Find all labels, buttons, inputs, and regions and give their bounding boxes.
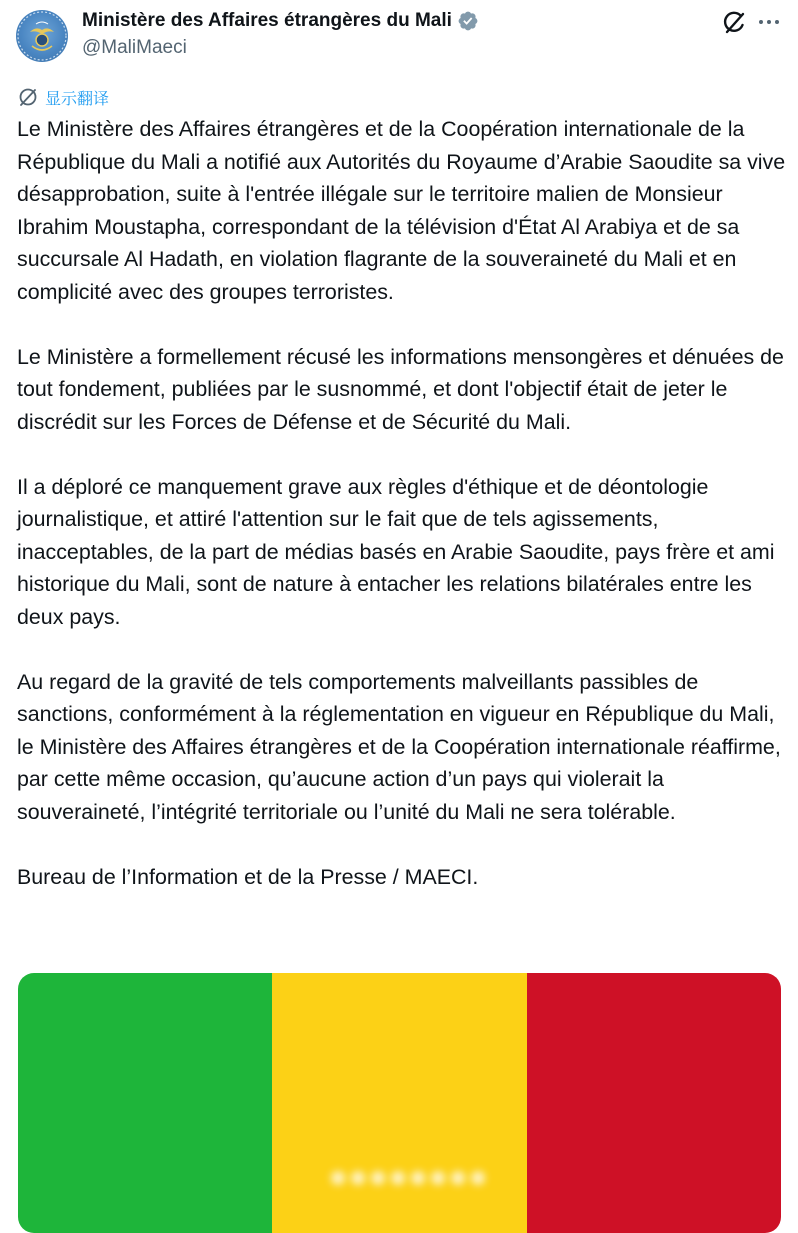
flag-stripe-green <box>18 973 272 1233</box>
blurred-watermark <box>323 1163 493 1193</box>
translate-label[interactable]: 显示翻译 <box>45 90 110 108</box>
name-row <box>82 8 479 34</box>
tweet-paragraph: Le Ministère des Affaires étrangères et de la Coopération internationale de la République du Mali a notifié aux Autorités du Royaume d’Arabie Saoudite sa vive désapprobation, suite à l'entrée illégale sur le territoire malien de Monsieur Ibrahim Moustapha, correspondant de la télévision d'État Al Arabiya et de sa succursale Al Hadath, en violation flagrante de la souveraineté du Mali et en complicité avec des groupes terroristes. <box>17 117 786 304</box>
tweet-header <box>0 0 798 80</box>
translate-globe-icon <box>17 86 39 108</box>
avatar[interactable] <box>16 10 68 62</box>
grok-icon[interactable] <box>719 8 749 38</box>
flag-stripe-yellow <box>272 973 526 1233</box>
tweet-paragraph: Au regard de la gravité de tels comportements malveillants passibles de sanctions, conformément à la réglementation en vigueur en République du Mali, le Ministère des Affaires étrangères et de la Coopération internationale réaffirme, par cette même occasion, qu’aucune action d’un pays qui violerait la souveraineté, l’intégrité territoriale ou l’unité du Mali ne sera tolérable. <box>17 669 781 824</box>
more-options-icon[interactable] <box>755 8 783 36</box>
flag-stripe-red <box>527 973 781 1233</box>
tweet-media-image[interactable] <box>18 973 781 1233</box>
tweet-paragraph: Bureau de l’Information et de la Presse / MAECI. <box>17 864 479 889</box>
tweet-paragraph: Il a déploré ce manquement grave aux règles d'éthique et de déontologie journalistique, et attiré l'attention sur le fait que de tels agissements, inacceptables, de la part de médias basés en Arabie Saoudite, pays frère et ami historique du Mali, sont de nature à entacher les relations bilatérales entre les deux pays. <box>17 474 775 629</box>
ministry-emblem-icon <box>16 10 68 62</box>
tweet-paragraph: Le Ministère a formellement récusé les informations mensongères et dénuées de tout fondement, publiées par le susnommé, et dont l'objectif était de jeter le discrédit sur les Forces de Défense et de Sécurité du Mali. <box>17 344 784 434</box>
tweet-text <box>17 113 787 926</box>
verified-badge-icon[interactable] <box>457 10 479 32</box>
display-name[interactable]: Ministère des Affaires étrangères du Mali <box>82 10 452 31</box>
account-handle[interactable]: @MaliMaeci <box>82 37 187 58</box>
show-translation-link[interactable] <box>17 85 109 109</box>
